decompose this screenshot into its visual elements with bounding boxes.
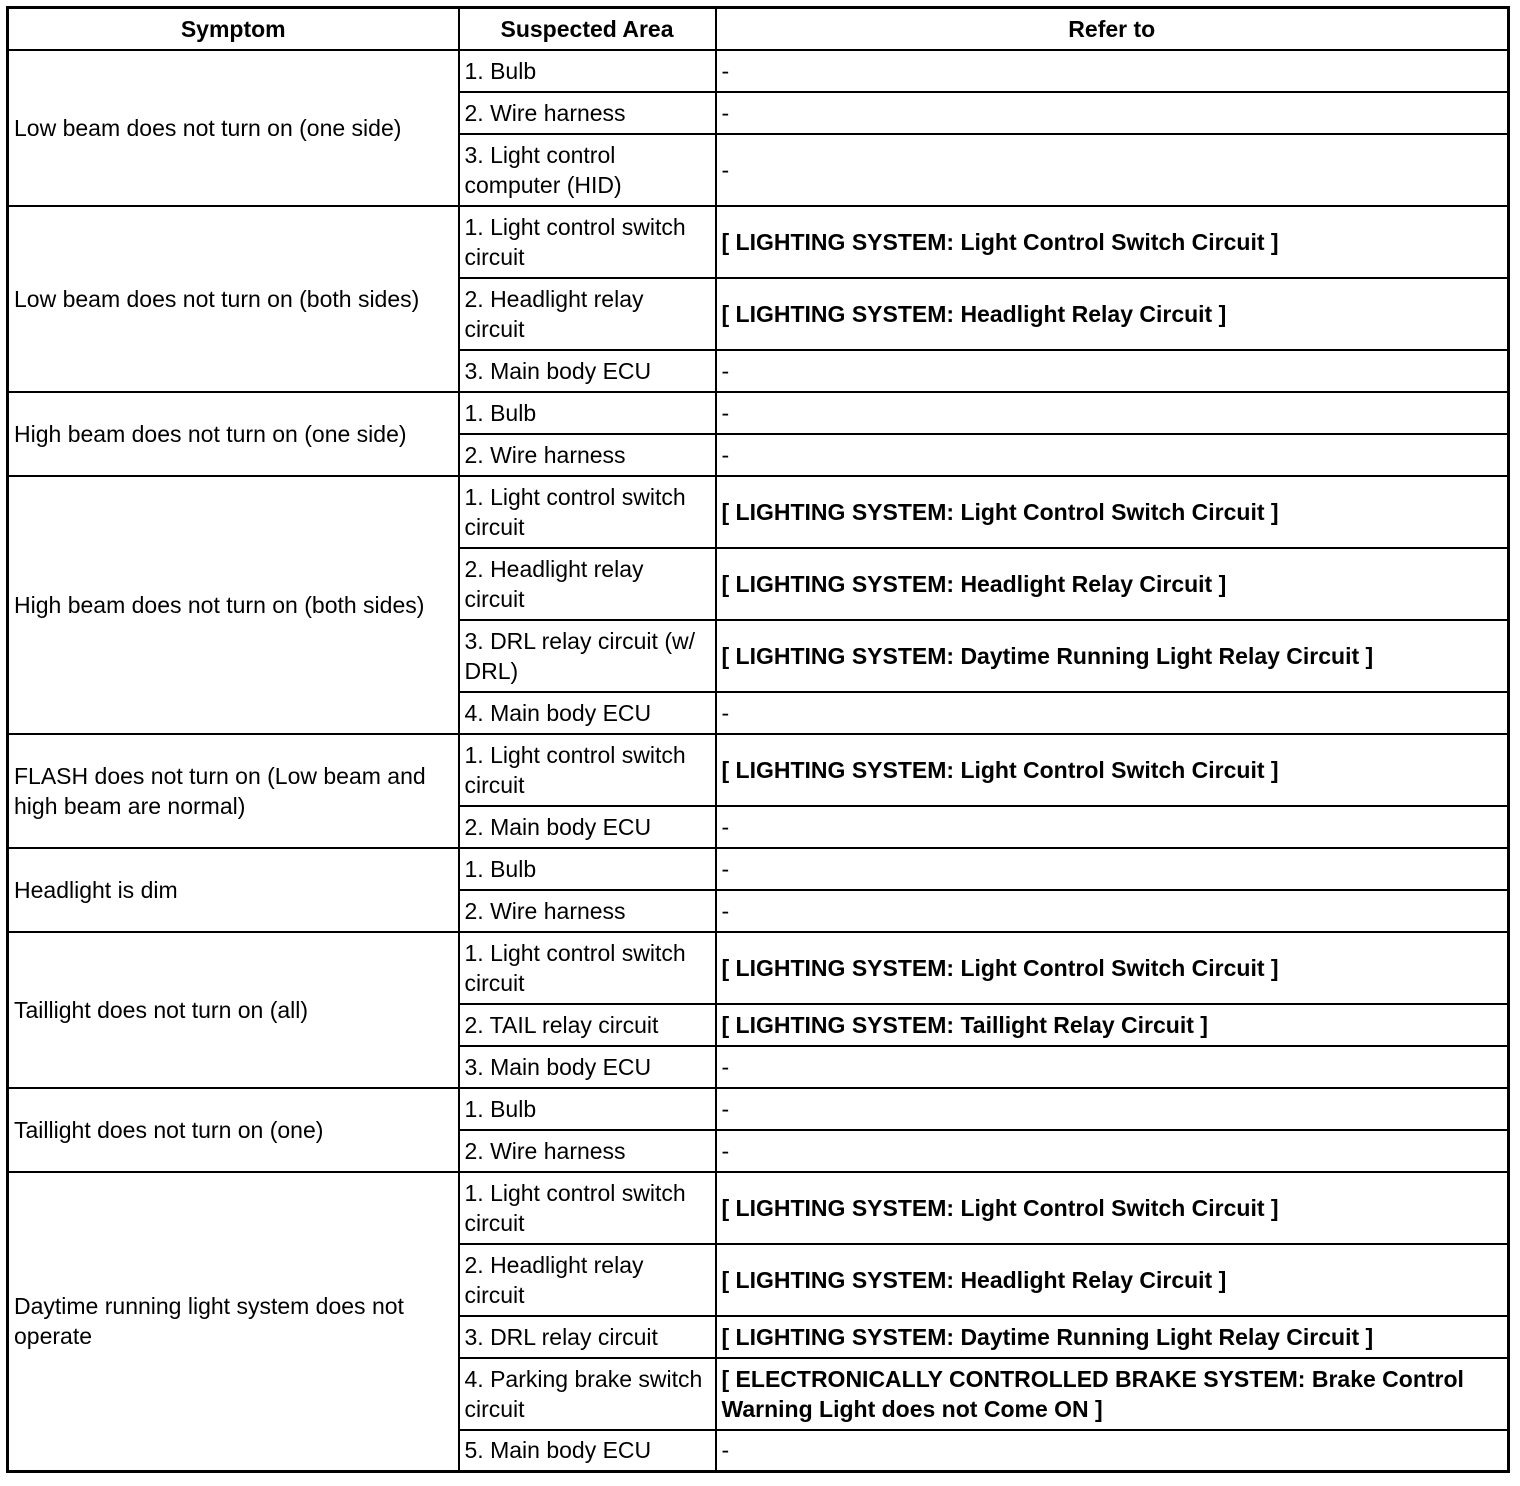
suspected-area-cell: 3. Main body ECU [459,350,716,392]
refer-to-cell: - [716,50,1509,92]
refer-to-link[interactable]: [ LIGHTING SYSTEM: Daytime Running Light Relay Circuit ] [716,1316,1509,1358]
refer-to-cell: - [716,350,1509,392]
suspected-area-cell: 2. Wire harness [459,1130,716,1172]
troubleshooting-table [6,6,1510,1473]
suspected-area-cell: 1. Bulb [459,50,716,92]
symptom-cell: Taillight does not turn on (all) [8,932,459,1088]
header-symptom: Symptom [8,8,459,50]
suspected-area-cell: 1. Light control switch circuit [459,206,716,278]
refer-to-link[interactable]: [ LIGHTING SYSTEM: Daytime Running Light Relay Circuit ] [716,620,1509,692]
suspected-area-cell: 3. DRL relay circuit [459,1316,716,1358]
refer-to-cell: - [716,1088,1509,1130]
refer-to-link[interactable]: [ LIGHTING SYSTEM: Headlight Relay Circuit ] [716,278,1509,350]
suspected-area-cell: 1. Light control switch circuit [459,932,716,1004]
suspected-area-cell: 1. Light control switch circuit [459,734,716,806]
table-row [8,476,1509,548]
refer-to-link[interactable]: [ LIGHTING SYSTEM: Headlight Relay Circuit ] [716,1244,1509,1316]
refer-to-cell: - [716,890,1509,932]
suspected-area-cell: 2. Main body ECU [459,806,716,848]
suspected-area-cell: 2. TAIL relay circuit [459,1004,716,1046]
symptom-cell: Low beam does not turn on (both sides) [8,206,459,392]
suspected-area-cell: 1. Bulb [459,848,716,890]
header-suspected-area: Suspected Area [459,8,716,50]
refer-to-cell: - [716,434,1509,476]
suspected-area-cell: 4. Main body ECU [459,692,716,734]
suspected-area-cell: 2. Headlight relay circuit [459,1244,716,1316]
header-refer-to: Refer to [716,8,1509,50]
refer-to-cell: - [716,392,1509,434]
suspected-area-cell: 1. Light control switch circuit [459,1172,716,1244]
table-row [8,392,1509,434]
suspected-area-cell: 1. Bulb [459,1088,716,1130]
refer-to-cell: - [716,806,1509,848]
refer-to-link[interactable]: [ LIGHTING SYSTEM: Taillight Relay Circuit ] [716,1004,1509,1046]
suspected-area-cell: 3. DRL relay circuit (w/ DRL) [459,620,716,692]
symptom-cell: Daytime running light system does not operate [8,1172,459,1472]
suspected-area-cell: 2. Headlight relay circuit [459,548,716,620]
refer-to-cell: - [716,848,1509,890]
symptom-cell: High beam does not turn on (one side) [8,392,459,476]
table-row [8,932,1509,1004]
suspected-area-cell: 2. Wire harness [459,434,716,476]
refer-to-cell: - [716,92,1509,134]
suspected-area-cell: 1. Light control switch circuit [459,476,716,548]
refer-to-link[interactable]: [ LIGHTING SYSTEM: Light Control Switch Circuit ] [716,206,1509,278]
suspected-area-cell: 3. Main body ECU [459,1046,716,1088]
refer-to-cell: - [716,1430,1509,1472]
refer-to-link[interactable]: [ LIGHTING SYSTEM: Headlight Relay Circuit ] [716,548,1509,620]
suspected-area-cell: 5. Main body ECU [459,1430,716,1472]
refer-to-cell: - [716,1046,1509,1088]
table-header-row [8,8,1509,50]
table-row [8,50,1509,92]
refer-to-cell: - [716,1130,1509,1172]
suspected-area-cell: 2. Wire harness [459,890,716,932]
table-row [8,206,1509,278]
suspected-area-cell: 3. Light control computer (HID) [459,134,716,206]
suspected-area-cell: 2. Wire harness [459,92,716,134]
symptom-cell: High beam does not turn on (both sides) [8,476,459,734]
refer-to-link[interactable]: [ LIGHTING SYSTEM: Light Control Switch Circuit ] [716,932,1509,1004]
symptom-cell: Taillight does not turn on (one) [8,1088,459,1172]
refer-to-link[interactable]: [ LIGHTING SYSTEM: Light Control Switch Circuit ] [716,1172,1509,1244]
suspected-area-cell: 4. Parking brake switch circuit [459,1358,716,1430]
refer-to-cell: - [716,692,1509,734]
refer-to-link[interactable]: [ LIGHTING SYSTEM: Light Control Switch Circuit ] [716,734,1509,806]
suspected-area-cell: 2. Headlight relay circuit [459,278,716,350]
refer-to-link[interactable]: [ LIGHTING SYSTEM: Light Control Switch Circuit ] [716,476,1509,548]
symptom-cell: FLASH does not turn on (Low beam and high beam are normal) [8,734,459,848]
symptom-cell: Low beam does not turn on (one side) [8,50,459,206]
suspected-area-cell: 1. Bulb [459,392,716,434]
table-row [8,1088,1509,1130]
symptom-cell: Headlight is dim [8,848,459,932]
refer-to-link[interactable]: [ ELECTRONICALLY CONTROLLED BRAKE SYSTEM: Brake Control Warning Light does not Come ON ] [716,1358,1509,1430]
table-row [8,734,1509,806]
table-body [8,50,1509,1472]
table-row [8,1172,1509,1244]
table-row [8,848,1509,890]
refer-to-cell: - [716,134,1509,206]
